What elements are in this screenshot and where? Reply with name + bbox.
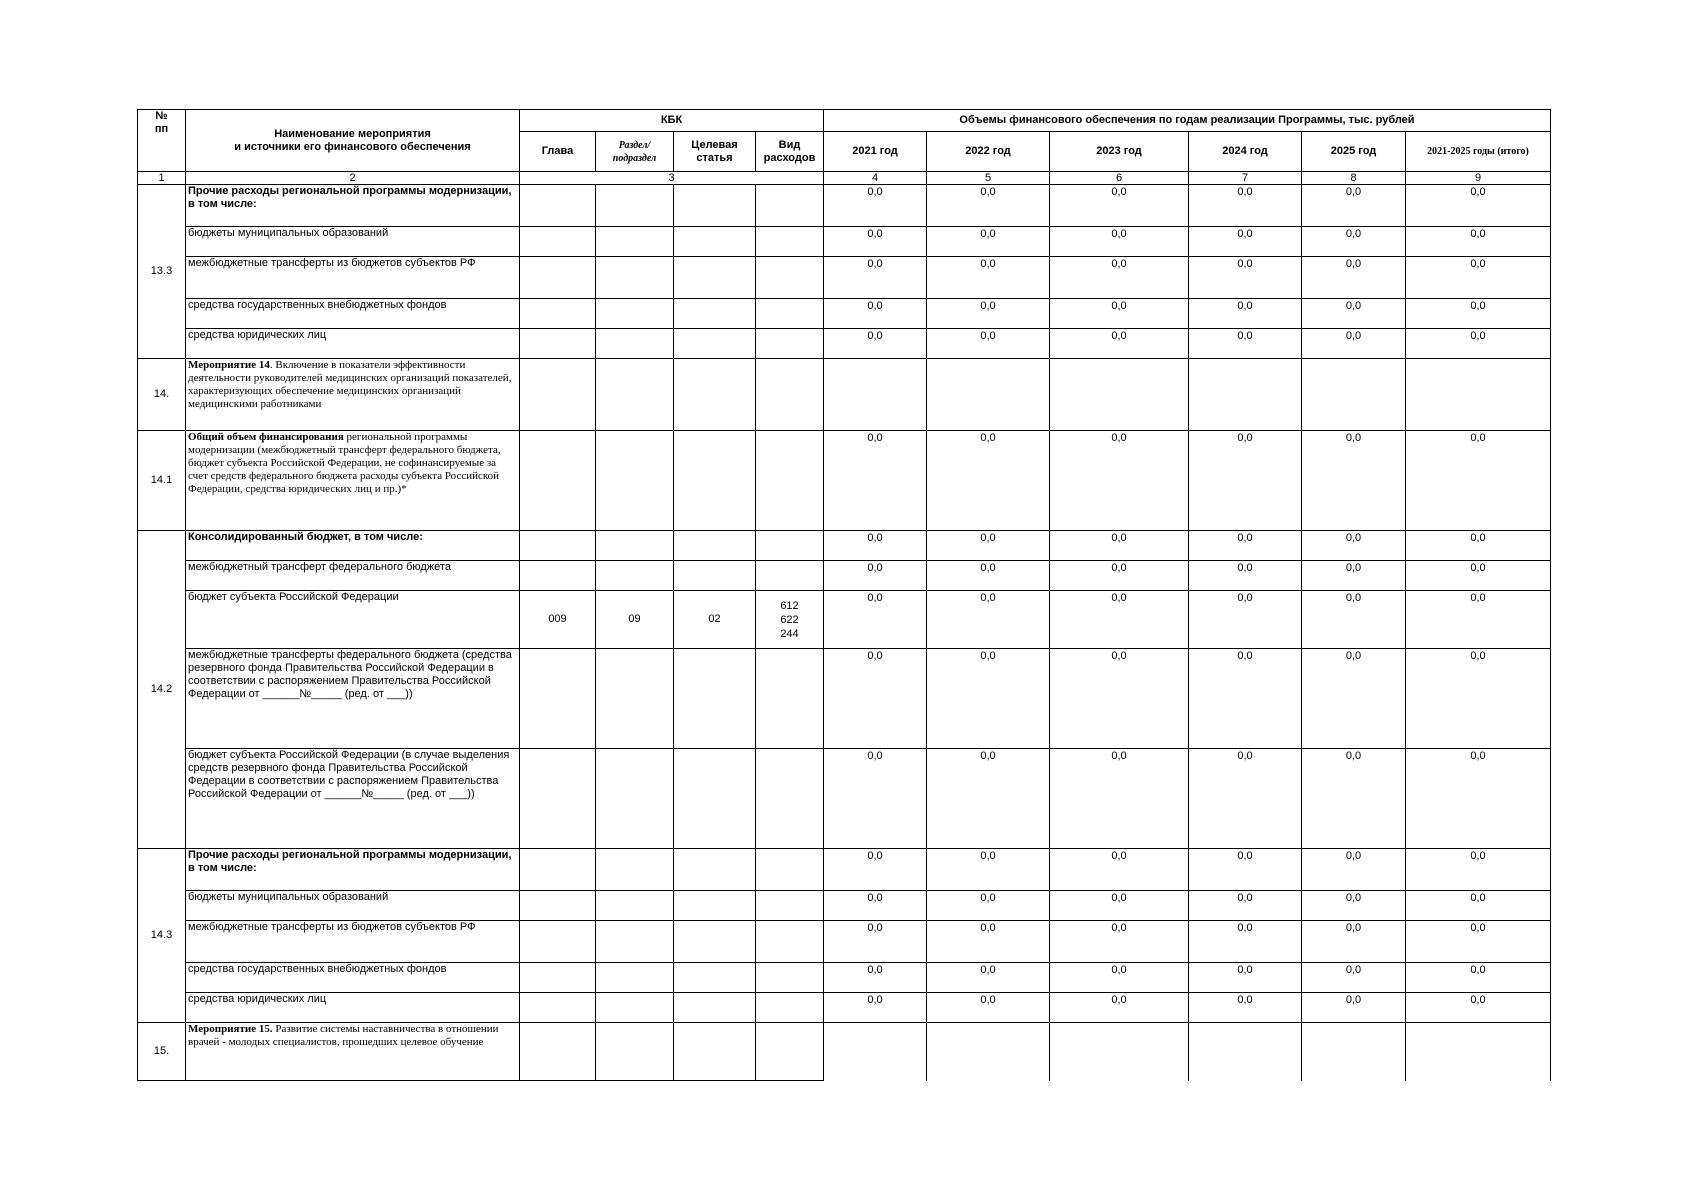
value-cell: 0,0 bbox=[1050, 591, 1189, 649]
index-cell: 6 bbox=[1050, 172, 1189, 185]
value-cell: 0,0 bbox=[927, 185, 1050, 227]
kbk-glava bbox=[520, 649, 596, 749]
kbk-glava bbox=[520, 359, 596, 431]
kbk-glava bbox=[520, 431, 596, 531]
kbk-glava bbox=[520, 849, 596, 891]
value-cell: 0,0 bbox=[1406, 185, 1551, 227]
value-cell bbox=[1189, 359, 1302, 431]
value-cell: 0,0 bbox=[1302, 849, 1406, 891]
value-cell: 0,0 bbox=[1189, 531, 1302, 561]
index-cell: 2 bbox=[186, 172, 520, 185]
value-cell: 0,0 bbox=[927, 849, 1050, 891]
kbk-razdel bbox=[596, 185, 674, 227]
item-name bbox=[186, 359, 520, 431]
value-cell: 0,0 bbox=[824, 649, 927, 749]
kbk-vid bbox=[756, 749, 824, 849]
value-cell: 0,0 bbox=[927, 963, 1050, 993]
value-cell: 0,0 bbox=[824, 227, 927, 257]
value-cell: 0,0 bbox=[1406, 649, 1551, 749]
kbk-celevaya bbox=[674, 749, 756, 849]
value-cell: 0,0 bbox=[1189, 591, 1302, 649]
kbk-celevaya bbox=[674, 1023, 756, 1081]
value-cell: 0,0 bbox=[927, 649, 1050, 749]
value-cell: 0,0 bbox=[1406, 891, 1551, 921]
table-row bbox=[138, 359, 1551, 431]
table-row bbox=[138, 299, 1551, 329]
value-cell: 0,0 bbox=[1406, 561, 1551, 591]
header-name-text: Наименование мероприятия и источники его финансового обеспечения bbox=[234, 127, 471, 153]
value-cell: 0,0 bbox=[1406, 963, 1551, 993]
value-cell: 0,0 bbox=[927, 993, 1050, 1023]
value-cell: 0,0 bbox=[1050, 227, 1189, 257]
item-name: Консолидированный бюджет, в том числе: bbox=[186, 531, 520, 561]
value-cell: 0,0 bbox=[1302, 891, 1406, 921]
index-cell: 4 bbox=[824, 172, 927, 185]
value-cell: 0,0 bbox=[824, 921, 927, 963]
value-cell: 0,0 bbox=[1302, 993, 1406, 1023]
item-name: средства государственных внебюджетных фондов bbox=[186, 963, 520, 993]
header-vid-text: Вид расходов bbox=[763, 138, 816, 164]
item-name: межбюджетные трансферты из бюджетов субъектов РФ bbox=[186, 257, 520, 299]
value-cell bbox=[1050, 359, 1189, 431]
kbk-glava: 009 bbox=[520, 591, 596, 649]
item-name-rest: региональной программы модернизации (межбюджетный трансферт федерального бюджета, бюджет субъекта Российской Федерации, не софинансируемые за счет средств федерального бюджета расходы субъекта Российской Федерации, средства юридических лиц и пр.)* bbox=[188, 431, 501, 495]
financing-table bbox=[137, 109, 1551, 1081]
value-cell: 0,0 bbox=[1189, 749, 1302, 849]
value-cell: 0,0 bbox=[1189, 299, 1302, 329]
item-name-rest: . Включение в показатели эффективности деятельности руководителей медицинских организаций показателей, характеризующих обеспечение медицинских организаций медицинскими работниками bbox=[188, 359, 512, 410]
value-cell: 0,0 bbox=[824, 431, 927, 531]
header-year-2021: 2021 год bbox=[824, 132, 927, 172]
item-name: Прочие расходы региональной программы модернизации, в том числе: bbox=[186, 849, 520, 891]
header-name bbox=[186, 110, 520, 172]
header-kbk: КБК bbox=[520, 110, 824, 132]
value-cell bbox=[1302, 359, 1406, 431]
value-cell: 0,0 bbox=[1050, 993, 1189, 1023]
value-cell: 0,0 bbox=[927, 227, 1050, 257]
value-cell: 0,0 bbox=[1302, 227, 1406, 257]
row-number: 15. bbox=[138, 1023, 186, 1081]
value-cell: 0,0 bbox=[1189, 649, 1302, 749]
value-cell bbox=[1050, 1023, 1189, 1081]
value-cell bbox=[927, 359, 1050, 431]
header-year-2022: 2022 год bbox=[927, 132, 1050, 172]
item-name: межбюджетные трансферты федерального бюджета (средства резервного фонда Правительства Российской Федерации в соответствии с распоряжением Правительства Российской Федерации от ______№_____ (ред. от ___)) bbox=[186, 649, 520, 749]
kbk-razdel bbox=[596, 431, 674, 531]
item-name: бюджеты муниципальных образований bbox=[186, 227, 520, 257]
kbk-celevaya bbox=[674, 963, 756, 993]
item-name: Прочие расходы региональной программы модернизации, в том числе: bbox=[186, 185, 520, 227]
value-cell: 0,0 bbox=[1406, 749, 1551, 849]
kbk-razdel: 09 bbox=[596, 591, 674, 649]
value-cell: 0,0 bbox=[824, 849, 927, 891]
kbk-celevaya bbox=[674, 431, 756, 531]
value-cell: 0,0 bbox=[1189, 257, 1302, 299]
value-cell: 0,0 bbox=[1302, 185, 1406, 227]
row-number: 14.3 bbox=[138, 849, 186, 1023]
value-cell: 0,0 bbox=[1406, 257, 1551, 299]
kbk-celevaya bbox=[674, 359, 756, 431]
value-cell: 0,0 bbox=[1050, 299, 1189, 329]
item-name-rest: Развитие системы наставничества в отношении врачей - молодых специалистов, прошедших целевое обучение bbox=[188, 1023, 499, 1048]
value-cell: 0,0 bbox=[1189, 561, 1302, 591]
kbk-glava bbox=[520, 561, 596, 591]
kbk-vid bbox=[756, 561, 824, 591]
kbk-glava bbox=[520, 1023, 596, 1081]
value-cell: 0,0 bbox=[1050, 329, 1189, 359]
kbk-glava bbox=[520, 257, 596, 299]
value-cell: 0,0 bbox=[1302, 431, 1406, 531]
value-cell: 0,0 bbox=[1050, 849, 1189, 891]
value-cell: 0,0 bbox=[1050, 257, 1189, 299]
table-row bbox=[138, 591, 1551, 649]
value-cell: 0,0 bbox=[1189, 431, 1302, 531]
item-name-bold: Общий объем финансирования bbox=[188, 431, 344, 443]
kbk-vid bbox=[756, 993, 824, 1023]
table-row bbox=[138, 329, 1551, 359]
value-cell: 0,0 bbox=[1189, 849, 1302, 891]
value-cell: 0,0 bbox=[1406, 591, 1551, 649]
table-row bbox=[138, 649, 1551, 749]
value-cell: 0,0 bbox=[1189, 993, 1302, 1023]
value-cell: 0,0 bbox=[1302, 649, 1406, 749]
index-cell: 3 bbox=[520, 172, 824, 185]
value-cell: 0,0 bbox=[927, 257, 1050, 299]
value-cell: 0,0 bbox=[1050, 749, 1189, 849]
item-name: бюджет субъекта Российской Федерации bbox=[186, 591, 520, 649]
value-cell: 0,0 bbox=[1302, 963, 1406, 993]
value-cell: 0,0 bbox=[1050, 531, 1189, 561]
kbk-vid bbox=[756, 185, 824, 227]
value-cell: 0,0 bbox=[824, 963, 927, 993]
value-cell: 0,0 bbox=[1189, 891, 1302, 921]
item-name-bold: Мероприятие 15. bbox=[188, 1023, 273, 1035]
table-row bbox=[138, 185, 1551, 227]
value-cell: 0,0 bbox=[1050, 431, 1189, 531]
kbk-razdel bbox=[596, 561, 674, 591]
kbk-razdel bbox=[596, 849, 674, 891]
header-year-2023: 2023 год bbox=[1050, 132, 1189, 172]
kbk-celevaya bbox=[674, 891, 756, 921]
item-name: средства государственных внебюджетных фондов bbox=[186, 299, 520, 329]
kbk-vid bbox=[756, 329, 824, 359]
value-cell: 0,0 bbox=[1189, 227, 1302, 257]
table-row bbox=[138, 431, 1551, 531]
kbk-razdel bbox=[596, 749, 674, 849]
value-cell: 0,0 bbox=[927, 531, 1050, 561]
kbk-vid bbox=[756, 849, 824, 891]
kbk-celevaya bbox=[674, 921, 756, 963]
kbk-celevaya bbox=[674, 561, 756, 591]
kbk-vid bbox=[756, 531, 824, 561]
value-cell: 0,0 bbox=[1050, 561, 1189, 591]
index-cell: 1 bbox=[138, 172, 186, 185]
table-row bbox=[138, 257, 1551, 299]
value-cell bbox=[1406, 359, 1551, 431]
table-row bbox=[138, 921, 1551, 963]
value-cell: 0,0 bbox=[1302, 531, 1406, 561]
kbk-vid bbox=[756, 299, 824, 329]
kbk-razdel bbox=[596, 329, 674, 359]
value-cell bbox=[1302, 1023, 1406, 1081]
item-name bbox=[186, 1023, 520, 1081]
value-cell: 0,0 bbox=[927, 749, 1050, 849]
value-cell: 0,0 bbox=[1189, 921, 1302, 963]
item-name: межбюджетный трансферт федерального бюджета bbox=[186, 561, 520, 591]
kbk-vid bbox=[756, 1023, 824, 1081]
kbk-glava bbox=[520, 227, 596, 257]
kbk-celevaya bbox=[674, 329, 756, 359]
table-row bbox=[138, 891, 1551, 921]
value-cell: 0,0 bbox=[1406, 531, 1551, 561]
value-cell: 0,0 bbox=[1302, 299, 1406, 329]
value-cell: 0,0 bbox=[927, 591, 1050, 649]
item-name: бюджеты муниципальных образований bbox=[186, 891, 520, 921]
value-cell: 0,0 bbox=[824, 993, 927, 1023]
kbk-celevaya bbox=[674, 257, 756, 299]
kbk-razdel bbox=[596, 993, 674, 1023]
value-cell: 0,0 bbox=[824, 329, 927, 359]
table-row bbox=[138, 227, 1551, 257]
kbk-celevaya bbox=[674, 227, 756, 257]
header-celevaya bbox=[674, 132, 756, 172]
table-row bbox=[138, 993, 1551, 1023]
value-cell: 0,0 bbox=[824, 531, 927, 561]
kbk-razdel bbox=[596, 299, 674, 329]
header-year-total: 2021-2025 годы (итого) bbox=[1406, 132, 1551, 172]
value-cell: 0,0 bbox=[1406, 431, 1551, 531]
header-year-2024: 2024 год bbox=[1189, 132, 1302, 172]
kbk-razdel bbox=[596, 963, 674, 993]
value-cell: 0,0 bbox=[927, 921, 1050, 963]
value-cell: 0,0 bbox=[1050, 185, 1189, 227]
item-name: бюджет субъекта Российской Федерации (в случае выделения средств резервного фонда Правительства Российской Федерации в соответствии с распоряжением Правительства Российской Федерации от ______№_____ (ред. от ___)) bbox=[186, 749, 520, 849]
value-cell: 0,0 bbox=[1189, 185, 1302, 227]
value-cell: 0,0 bbox=[1302, 591, 1406, 649]
kbk-celevaya bbox=[674, 649, 756, 749]
value-cell: 0,0 bbox=[927, 561, 1050, 591]
index-cell: 7 bbox=[1189, 172, 1302, 185]
value-cell: 0,0 bbox=[824, 749, 927, 849]
index-cell: 9 bbox=[1406, 172, 1551, 185]
value-cell: 0,0 bbox=[1406, 227, 1551, 257]
kbk-vid bbox=[756, 431, 824, 531]
value-cell: 0,0 bbox=[1189, 329, 1302, 359]
header-vid bbox=[756, 132, 824, 172]
table-row bbox=[138, 849, 1551, 891]
value-cell: 0,0 bbox=[927, 299, 1050, 329]
value-cell: 0,0 bbox=[1050, 649, 1189, 749]
header-volumes: Объемы финансового обеспечения по годам реализации Программы, тыс. рублей bbox=[824, 110, 1551, 132]
header-pp-text: № пп bbox=[154, 110, 169, 135]
kbk-vid bbox=[756, 921, 824, 963]
row-number: 14.2 bbox=[138, 531, 186, 849]
table-row bbox=[138, 561, 1551, 591]
item-name: межбюджетные трансферты из бюджетов субъектов РФ bbox=[186, 921, 520, 963]
index-cell: 8 bbox=[1302, 172, 1406, 185]
kbk-vid: 612 622 244 bbox=[756, 591, 824, 649]
kbk-razdel bbox=[596, 1023, 674, 1081]
table-row bbox=[138, 749, 1551, 849]
value-cell bbox=[824, 1023, 927, 1081]
value-cell: 0,0 bbox=[1406, 329, 1551, 359]
kbk-razdel bbox=[596, 359, 674, 431]
value-cell: 0,0 bbox=[824, 257, 927, 299]
kbk-razdel bbox=[596, 531, 674, 561]
value-cell: 0,0 bbox=[824, 299, 927, 329]
value-cell: 0,0 bbox=[927, 431, 1050, 531]
value-cell: 0,0 bbox=[1189, 963, 1302, 993]
kbk-vid bbox=[756, 227, 824, 257]
item-name bbox=[186, 431, 520, 531]
kbk-razdel bbox=[596, 227, 674, 257]
value-cell: 0,0 bbox=[1050, 921, 1189, 963]
value-cell: 0,0 bbox=[1406, 849, 1551, 891]
kbk-vid bbox=[756, 891, 824, 921]
value-cell: 0,0 bbox=[1050, 963, 1189, 993]
kbk-glava bbox=[520, 921, 596, 963]
header-glava: Глава bbox=[520, 132, 596, 172]
kbk-celevaya: 02 bbox=[674, 591, 756, 649]
table-row bbox=[138, 963, 1551, 993]
item-name: средства юридических лиц bbox=[186, 329, 520, 359]
value-cell: 0,0 bbox=[1302, 257, 1406, 299]
value-cell: 0,0 bbox=[824, 561, 927, 591]
kbk-glava bbox=[520, 531, 596, 561]
value-cell bbox=[1189, 1023, 1302, 1081]
kbk-glava bbox=[520, 891, 596, 921]
header-razdel bbox=[596, 132, 674, 172]
header-year-2025: 2025 год bbox=[1302, 132, 1406, 172]
kbk-glava bbox=[520, 993, 596, 1023]
table-row bbox=[138, 1023, 1551, 1081]
item-name: средства юридических лиц bbox=[186, 993, 520, 1023]
kbk-glava bbox=[520, 329, 596, 359]
kbk-celevaya bbox=[674, 185, 756, 227]
kbk-vid bbox=[756, 649, 824, 749]
value-cell: 0,0 bbox=[1302, 561, 1406, 591]
table-row bbox=[138, 531, 1551, 561]
kbk-glava bbox=[520, 299, 596, 329]
value-cell: 0,0 bbox=[1406, 921, 1551, 963]
kbk-razdel bbox=[596, 257, 674, 299]
value-cell bbox=[927, 1023, 1050, 1081]
kbk-razdel bbox=[596, 921, 674, 963]
value-cell: 0,0 bbox=[1050, 891, 1189, 921]
row-number: 13.3 bbox=[138, 185, 186, 359]
kbk-celevaya bbox=[674, 993, 756, 1023]
value-cell: 0,0 bbox=[1406, 299, 1551, 329]
kbk-vid bbox=[756, 359, 824, 431]
value-cell: 0,0 bbox=[1302, 749, 1406, 849]
value-cell: 0,0 bbox=[824, 185, 927, 227]
header-razdel-text: Раздел/ подраздел bbox=[612, 139, 657, 164]
value-cell: 0,0 bbox=[927, 891, 1050, 921]
kbk-vid bbox=[756, 257, 824, 299]
value-cell: 0,0 bbox=[927, 329, 1050, 359]
kbk-glava bbox=[520, 749, 596, 849]
header-celevaya-text: Целевая статья bbox=[691, 138, 738, 164]
kbk-celevaya bbox=[674, 531, 756, 561]
row-number: 14.1 bbox=[138, 431, 186, 531]
kbk-razdel bbox=[596, 891, 674, 921]
value-cell: 0,0 bbox=[1406, 993, 1551, 1023]
row-number: 14. bbox=[138, 359, 186, 431]
kbk-razdel bbox=[596, 649, 674, 749]
kbk-glava bbox=[520, 185, 596, 227]
item-name-bold: Мероприятие 14 bbox=[188, 359, 270, 371]
kbk-glava bbox=[520, 963, 596, 993]
value-cell bbox=[1406, 1023, 1551, 1081]
kbk-celevaya bbox=[674, 299, 756, 329]
value-cell: 0,0 bbox=[824, 891, 927, 921]
value-cell: 0,0 bbox=[1302, 921, 1406, 963]
value-cell: 0,0 bbox=[824, 591, 927, 649]
index-cell: 5 bbox=[927, 172, 1050, 185]
value-cell: 0,0 bbox=[1302, 329, 1406, 359]
kbk-celevaya bbox=[674, 849, 756, 891]
header-pp bbox=[138, 110, 186, 172]
value-cell bbox=[824, 359, 927, 431]
kbk-vid bbox=[756, 963, 824, 993]
